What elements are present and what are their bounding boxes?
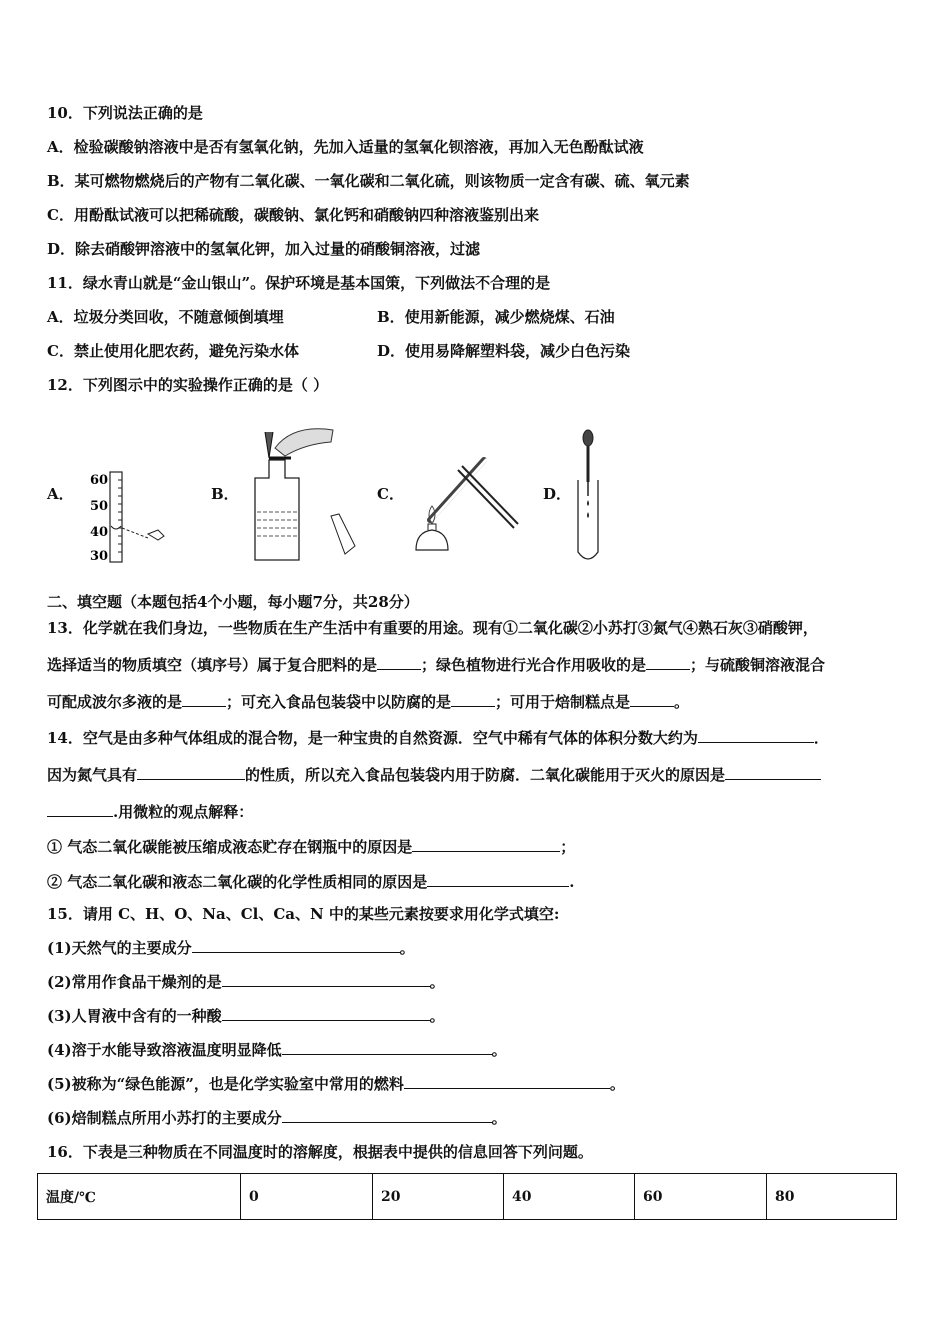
q12-label-d: D． [543, 485, 572, 503]
q14-text-1a: 14．空气是由多种气体组成的混合物，是一种宝贵的自然资源．空气中稀有气体的体积分数大约为 [47, 729, 698, 747]
q14-line-3 [47, 802, 253, 822]
q13-text-3a: 可配成波尔多液的是 [47, 693, 183, 711]
table-header-cell: 0 [241, 1174, 373, 1220]
q13-blank-3[interactable] [182, 692, 226, 707]
q13-blank-1[interactable] [377, 655, 421, 670]
q16-stem: 16．下表是三种物质在不同温度时的溶解度，根据表中提供的信息回答下列问题。 [47, 1143, 593, 1161]
q14-line-1 [47, 728, 829, 748]
table-header-cell: 温度/℃ [38, 1174, 241, 1220]
q14-text-sub2-end: . [569, 873, 575, 891]
q15-blank-6[interactable] [282, 1108, 492, 1123]
q10-stem: 10．下列说法正确的是 [47, 104, 203, 122]
q14-text-2a: 因为氮气具有 [47, 766, 138, 784]
q14-line-2 [47, 765, 821, 785]
reagent-bottle-figure [235, 420, 375, 570]
table-header-cell: 80 [767, 1174, 897, 1220]
q10-option-a: A．检验碳酸钠溶液中是否有氢氧化钠，先加入适量的氢氧化钡溶液，再加入无色酚酞试液 [47, 138, 644, 156]
q14-text-sub1: ① 气态二氧化碳能被压缩成液态贮存在钢瓶中的原因是 [47, 838, 413, 856]
q15-item-2 [47, 972, 445, 992]
q10-option-d: D．除去硝酸钾溶液中的氢氧化钾，加入过量的硝酸铜溶液，过滤 [47, 240, 481, 258]
q15-item-3 [47, 1006, 445, 1026]
heating-test-tube-figure [402, 420, 532, 570]
q15-item-6 [47, 1108, 507, 1128]
q15-item-1-text: (1)天然气的主要成分 [47, 939, 192, 957]
q15-end-1: 。 [399, 939, 415, 957]
table-row [38, 1174, 897, 1220]
q13-line-3 [47, 692, 689, 712]
q10-option-b: B．某可燃物燃烧后的产物有二氧化碳、一氧化碳和二氧化硫，则该物质一定含有碳、硫、氧元素 [47, 172, 690, 190]
q14-text-1b: ． [813, 729, 829, 747]
q14-blank-3-cont[interactable] [47, 802, 113, 817]
q11-option-b: B．使用新能源，减少燃烧煤、石油 [377, 308, 615, 326]
q12-label-b: B． [211, 485, 239, 503]
graduated-cylinder-figure [80, 420, 170, 570]
q13-line-2 [47, 655, 825, 675]
q15-blank-1[interactable] [192, 938, 400, 953]
q14-text-sub1-end: ； [560, 838, 576, 856]
q13-line-1: 13．化学就在我们身边，一些物质在生产生活中有重要的用途。现有①二氧化碳②小苏打③氮气④熟石灰③硝酸钾， [47, 619, 818, 637]
dropper-icon [583, 430, 593, 446]
section-title: 二、填空题（本题包括4个小题，每小题7分，共28分） [47, 593, 419, 611]
q15-item-2-text: (2)常用作食品干燥剂的是 [47, 973, 222, 991]
q15-blank-2[interactable] [222, 972, 430, 987]
cylinder-tick-30: 30 [90, 549, 109, 564]
eye-icon [148, 530, 164, 540]
q15-item-6-text: (6)焙制糕点所用小苏打的主要成分 [47, 1109, 282, 1127]
q11-option-c: C．禁止使用化肥农药，避免污染水体 [47, 342, 299, 360]
q14-blank-1[interactable] [698, 728, 814, 743]
q15-end-2: 。 [429, 973, 445, 991]
q14-blank-4[interactable] [412, 837, 560, 852]
hand-icon [275, 429, 333, 456]
q15-item-1 [47, 938, 415, 958]
q15-end-5: 。 [609, 1075, 625, 1093]
q13-text-3d: 。 [674, 693, 690, 711]
q12-label-a: A． [47, 485, 74, 503]
q14-blank-2[interactable] [137, 765, 245, 780]
q14-sub-1 [47, 837, 575, 857]
q15-blank-3[interactable] [222, 1006, 430, 1021]
q14-text-2b: 的性质，所以充入食品包装袋内用于防腐．二氧化碳能用于灭火的原因是 [245, 766, 726, 784]
dropper-test-tube-figure [568, 420, 618, 570]
q13-text-2b: ；绿色植物进行光合作用吸收的是 [421, 656, 647, 674]
q15-item-4 [47, 1040, 507, 1060]
q14-text-sub2: ② 气态二氧化碳和液态二氧化碳的化学性质相同的原因是 [47, 873, 428, 891]
table-header-cell: 60 [635, 1174, 767, 1220]
q13-blank-4[interactable] [451, 692, 495, 707]
q15-blank-5[interactable] [404, 1074, 610, 1089]
solubility-table [37, 1173, 897, 1220]
q11-option-d: D．使用易降解塑料袋，减少白色污染 [377, 342, 631, 360]
q15-end-6: 。 [491, 1109, 507, 1127]
q14-blank-5[interactable] [427, 872, 569, 887]
q13-blank-2[interactable] [646, 655, 690, 670]
q13-text-3c: ；可用于焙制糕点是 [495, 693, 631, 711]
q13-text-2a: 选择适当的物质填空（填序号）属于复合肥料的是 [47, 656, 378, 674]
q11-option-a: A．垃圾分类回收，不随意倾倒填埋 [47, 308, 284, 326]
q13-blank-5[interactable] [630, 692, 674, 707]
q10-option-c: C．用酚酞试液可以把稀硫酸，碳酸钠、氯化钙和硝酸钠四种溶液鉴别出来 [47, 206, 539, 224]
q15-blank-4[interactable] [282, 1040, 492, 1055]
cylinder-tick-50: 50 [90, 499, 109, 514]
q15-item-4-text: (4)溶于水能导致溶液温度明显降低 [47, 1041, 282, 1059]
q14-blank-3[interactable] [725, 765, 821, 780]
q11-stem: 11．绿水青山就是“金山银山”。保护环境是基本国策，下列做法不合理的是 [47, 274, 551, 292]
q12-label-c: C． [377, 485, 404, 503]
q15-item-3-text: (3)人胃液中含有的一种酸 [47, 1007, 222, 1025]
q14-sub-2 [47, 872, 574, 892]
table-header-cell: 40 [504, 1174, 635, 1220]
q13-text-2c: ；与硫酸铜溶液混合 [690, 656, 826, 674]
cylinder-tick-60: 60 [90, 473, 109, 488]
q15-item-5 [47, 1074, 625, 1094]
q13-text-3b: ；可充入食品包装袋中以防腐的是 [226, 693, 452, 711]
cylinder-tick-40: 40 [90, 525, 109, 540]
q12-stem: 12．下列图示中的实验操作正确的是（ ） [47, 376, 329, 394]
table-header-cell: 20 [373, 1174, 504, 1220]
q15-stem: 15．请用 C、H、O、Na、Cl、Ca、N 中的某些元素按要求用化学式填空: [47, 905, 560, 923]
q14-text-3: .用微粒的观点解释： [113, 803, 254, 821]
q15-end-3: 。 [429, 1007, 445, 1025]
q15-end-4: 。 [491, 1041, 507, 1059]
q15-item-5-text: (5)被称为“绿色能源”，也是化学实验室中常用的燃料 [47, 1075, 404, 1093]
